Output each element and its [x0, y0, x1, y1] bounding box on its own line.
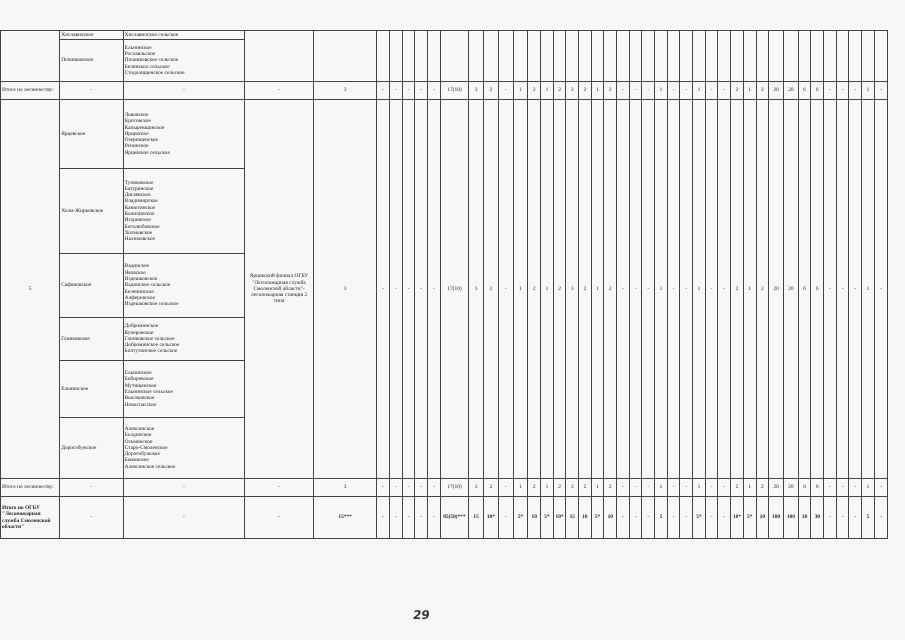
- settlement-name: Ярцевское: [124, 130, 149, 137]
- value-cell: 1: [655, 479, 668, 497]
- value-cell: 3: [469, 479, 484, 497]
- value-cell: 2: [528, 479, 541, 497]
- value-cell: 100: [769, 497, 784, 539]
- value-cell: 15: [469, 497, 484, 539]
- value-cell: 2: [528, 100, 541, 479]
- value-cell: 1: [862, 100, 875, 479]
- total-row: [1, 479, 888, 497]
- branch-cell: [245, 31, 314, 82]
- value-cell: 20: [769, 100, 784, 479]
- value-cell: -: [718, 497, 731, 539]
- settlement-name: Болтутинское сельское: [124, 348, 178, 355]
- settlement-name: Болдинское: [124, 432, 152, 439]
- table-row: [1, 31, 888, 40]
- value-cell: 1: [513, 100, 528, 479]
- value-cell: -: [874, 100, 887, 479]
- forestry-name: Хиславичское: [60, 31, 123, 40]
- settlement-name: Белинское сельское: [124, 63, 170, 70]
- value-cell: -: [836, 100, 849, 479]
- settlement-name: Рославльское: [124, 51, 156, 58]
- value-cell: 10*: [731, 497, 744, 539]
- value-cell: [390, 31, 403, 82]
- settlement-name: Бобиревское: [124, 376, 154, 383]
- value-cell: [743, 31, 756, 82]
- settlement-name: Яковское: [124, 269, 146, 276]
- value-cell: -: [617, 479, 630, 497]
- value-cell: 2: [484, 82, 499, 100]
- value-cell: 2: [553, 100, 566, 479]
- value-cell: -: [680, 82, 693, 100]
- value-cell: -: [498, 497, 513, 539]
- value-cell: [528, 31, 541, 82]
- settlement-name: Капыревщинское: [124, 124, 165, 131]
- settlement-name: Озерищенское: [124, 137, 158, 144]
- value-cell: -: [390, 497, 403, 539]
- settlement-name: Алферовское: [124, 294, 155, 301]
- value-cell: -: [428, 479, 441, 497]
- value-cell: 3: [469, 82, 484, 100]
- value-cell: 5*: [591, 497, 604, 539]
- value-cell: 5*: [513, 497, 528, 539]
- value-cell: [655, 31, 668, 82]
- value-cell: [591, 31, 604, 82]
- value-cell: 5*: [541, 497, 554, 539]
- value-cell: 2: [484, 479, 499, 497]
- value-cell: [862, 31, 875, 82]
- forestry-cell: -: [60, 82, 123, 100]
- value-cell: 1: [513, 82, 528, 100]
- value-cell: [440, 31, 469, 82]
- value-cell: 10: [604, 497, 617, 539]
- settlement-name: Беленинское: [124, 288, 154, 295]
- value-cell: 20: [783, 479, 798, 497]
- forestry-name: Ярцевское: [60, 100, 123, 169]
- value-cell: [642, 31, 655, 82]
- row-number-cell: 5: [1, 100, 60, 479]
- value-cell: [680, 31, 693, 82]
- value-cell: [824, 31, 837, 82]
- value-cell: [756, 31, 769, 82]
- value-cell: 1: [591, 82, 604, 100]
- value-cell: -: [390, 100, 403, 479]
- value-cell: -: [377, 82, 390, 100]
- value-cell: 5: [862, 497, 875, 539]
- value-cell: [629, 31, 642, 82]
- value-cell: 17(10): [440, 82, 469, 100]
- value-cell: -: [824, 479, 837, 497]
- value-cell: [617, 31, 630, 82]
- value-cell: -: [642, 479, 655, 497]
- settlement-name: Кучеровское: [124, 329, 154, 336]
- value-cell: -: [629, 100, 642, 479]
- value-cell: -: [642, 82, 655, 100]
- branch-cell: -: [245, 497, 314, 539]
- value-cell: 85(50)***: [440, 497, 469, 539]
- forestry-name: Глинковское: [60, 318, 123, 361]
- value-cell: -: [428, 497, 441, 539]
- value-cell: 2: [579, 82, 592, 100]
- value-cell: [769, 31, 784, 82]
- value-cell: -: [415, 497, 428, 539]
- settlement-name: Высоковское: [124, 395, 155, 402]
- settlement-name: Игоревское: [124, 217, 151, 224]
- settlement-name: Издешковское сельское: [124, 301, 179, 308]
- value-cell: 10*: [484, 497, 499, 539]
- value-cell: -: [617, 82, 630, 100]
- value-cell: -: [498, 82, 513, 100]
- value-cell: [874, 31, 887, 82]
- value-cell: 2: [579, 479, 592, 497]
- total-label: Итого по лесничеству:: [1, 82, 60, 100]
- value-cell: -: [415, 82, 428, 100]
- value-cell: 6: [798, 82, 811, 100]
- value-cell: 10: [579, 497, 592, 539]
- settlement-name: Алексинское: [124, 425, 155, 432]
- value-cell: -: [402, 479, 415, 497]
- value-cell: -: [667, 82, 680, 100]
- value-cell: -: [390, 479, 403, 497]
- value-cell: -: [667, 479, 680, 497]
- settlement-list: [123, 254, 245, 318]
- forestry-name: Починковское: [60, 40, 123, 82]
- value-cell: -: [705, 82, 718, 100]
- value-cell: 5*: [693, 497, 706, 539]
- forestry-name: Холм-Жирковское: [60, 169, 123, 254]
- value-cell: 2: [604, 100, 617, 479]
- value-cell: 2: [553, 479, 566, 497]
- total-row: [1, 82, 888, 100]
- value-cell: 1: [655, 82, 668, 100]
- value-cell: 100: [783, 497, 798, 539]
- value-cell: [849, 31, 862, 82]
- value-cell: -: [849, 100, 862, 479]
- value-cell: [553, 31, 566, 82]
- value-cell: -: [824, 82, 837, 100]
- value-cell: -: [824, 100, 837, 479]
- settlement-list: [123, 318, 245, 361]
- settlement-list: [123, 361, 245, 418]
- value-cell: [377, 31, 390, 82]
- value-cell: 20: [783, 82, 798, 100]
- settlement-name: Старо-Смоленское: [124, 444, 168, 451]
- forestry-name: Ельнинское: [60, 361, 123, 418]
- value-cell: -: [680, 100, 693, 479]
- value-cell: 17(10): [440, 100, 469, 479]
- blank-cell: [1, 31, 60, 82]
- settlement-list: [123, 169, 245, 254]
- settlement-name: Холмовское: [124, 229, 153, 236]
- value-cell: 6: [798, 479, 811, 497]
- value-cell: -: [629, 497, 642, 539]
- settlement-name: Дорогобужское: [124, 451, 160, 458]
- value-cell: -: [617, 100, 630, 479]
- settlement-name: Канютинское: [124, 204, 156, 211]
- value-cell: -: [377, 100, 390, 479]
- settlement-name: Репинское: [124, 143, 149, 150]
- count-cell: 3: [313, 100, 376, 479]
- value-cell: 1: [743, 82, 756, 100]
- value-cell: 1: [541, 479, 554, 497]
- count-cell: 15***: [313, 497, 376, 539]
- value-cell: [428, 31, 441, 82]
- value-cell: -: [849, 497, 862, 539]
- value-cell: 5: [655, 497, 668, 539]
- value-cell: 6: [798, 100, 811, 479]
- value-cell: [469, 31, 484, 82]
- forestry-cell: -: [60, 497, 123, 539]
- value-cell: 1: [743, 100, 756, 479]
- value-cell: -: [642, 100, 655, 479]
- count-cell: 3: [313, 82, 376, 100]
- value-cell: -: [705, 497, 718, 539]
- settlement-name: Быковское: [124, 457, 149, 464]
- value-cell: [718, 31, 731, 82]
- value-cell: 2: [756, 100, 769, 479]
- value-cell: 1: [862, 82, 875, 100]
- value-cell: 15: [566, 497, 579, 539]
- value-cell: -: [824, 497, 837, 539]
- settlement-cell: -: [123, 497, 245, 539]
- value-cell: -: [377, 479, 390, 497]
- branch-cell: -: [245, 82, 314, 100]
- value-cell: [811, 31, 824, 82]
- fire-station-register-table: [0, 30, 888, 539]
- value-cell: 5*: [743, 497, 756, 539]
- value-cell: 30: [811, 497, 824, 539]
- value-cell: -: [836, 82, 849, 100]
- settlement-name: Кротовское: [124, 118, 151, 125]
- settlement-cell: -: [123, 479, 245, 497]
- total-label: Итого по лесничеству:: [1, 479, 60, 497]
- value-cell: -: [402, 497, 415, 539]
- value-cell: [541, 31, 554, 82]
- value-cell: 2: [484, 100, 499, 479]
- settlement-name: Осьминское: [124, 438, 153, 445]
- value-cell: 2: [528, 82, 541, 100]
- settlement-list: [123, 418, 245, 479]
- value-cell: 17(10): [440, 479, 469, 497]
- value-cell: [693, 31, 706, 82]
- value-cell: [566, 31, 579, 82]
- settlement-name: Тупиковское: [124, 179, 154, 186]
- value-cell: [579, 31, 592, 82]
- value-cell: 2: [731, 479, 744, 497]
- value-cell: 2: [579, 100, 592, 479]
- settlement-name: Ельнинское: [124, 370, 152, 377]
- value-cell: [513, 31, 528, 82]
- value-cell: -: [428, 100, 441, 479]
- value-cell: [798, 31, 811, 82]
- value-cell: -: [415, 479, 428, 497]
- settlement-name: Доброминское сельское: [124, 342, 180, 349]
- value-cell: -: [680, 497, 693, 539]
- value-cell: 3: [469, 100, 484, 479]
- value-cell: [484, 31, 499, 82]
- grand-total-row: [1, 497, 888, 539]
- settlement-name: Новоспасское: [124, 401, 157, 408]
- value-cell: -: [617, 497, 630, 539]
- value-cell: -: [498, 100, 513, 479]
- value-cell: 2: [604, 479, 617, 497]
- value-cell: 10: [756, 497, 769, 539]
- value-cell: 20: [769, 82, 784, 100]
- settlement-name: Ельнинское: [124, 44, 152, 51]
- value-cell: 1: [513, 479, 528, 497]
- value-cell: -: [849, 479, 862, 497]
- settlement-name: Починковское сельское: [124, 57, 179, 64]
- value-cell: 3: [566, 100, 579, 479]
- value-cell: 20: [783, 100, 798, 479]
- value-cell: 1: [693, 82, 706, 100]
- value-cell: [705, 31, 718, 82]
- value-cell: 1: [591, 479, 604, 497]
- settlement-name: Владимирское: [124, 198, 158, 205]
- settlement-name: Глинковское сельское: [124, 335, 175, 342]
- page-number: 29: [412, 608, 431, 622]
- forestry-name: Дорогобужское: [60, 418, 123, 479]
- settlement-name: Вадинское сельское: [124, 282, 171, 289]
- value-cell: 1: [541, 82, 554, 100]
- total-label: Итого по ОГБУ "Лесопожарная служба Смоленской области": [1, 497, 60, 539]
- value-cell: 3: [566, 82, 579, 100]
- settlement-cell: Хиславичское сельское: [123, 31, 245, 40]
- value-cell: -: [718, 82, 731, 100]
- value-cell: 2: [756, 479, 769, 497]
- value-cell: -: [402, 100, 415, 479]
- branch-cell: -: [245, 479, 314, 497]
- value-cell: -: [667, 497, 680, 539]
- value-cell: 1: [591, 100, 604, 479]
- value-cell: -: [428, 82, 441, 100]
- settlement-name: Доброминское: [124, 323, 159, 330]
- value-cell: -: [629, 82, 642, 100]
- value-cell: -: [415, 100, 428, 479]
- branch-cell: Ярцевский филиал ОГБУ "Лесопожарная служба Смоленской области"- лесопожарная станция 2 типа: [245, 100, 314, 479]
- value-cell: [604, 31, 617, 82]
- value-cell: 1: [541, 100, 554, 479]
- value-cell: -: [718, 479, 731, 497]
- value-cell: -: [402, 82, 415, 100]
- settlement-name: Ельнинское сельское: [124, 389, 173, 395]
- forestry-cell: -: [60, 479, 123, 497]
- value-cell: [402, 31, 415, 82]
- value-cell: -: [836, 497, 849, 539]
- value-cell: 10*: [553, 497, 566, 539]
- value-cell: 6: [811, 100, 824, 479]
- value-cell: [731, 31, 744, 82]
- value-cell: -: [680, 479, 693, 497]
- value-cell: -: [718, 100, 731, 479]
- value-cell: -: [642, 497, 655, 539]
- value-cell: 2: [553, 82, 566, 100]
- value-cell: 2: [604, 82, 617, 100]
- settlement-name: Боголюбовское: [124, 223, 160, 230]
- value-cell: -: [705, 100, 718, 479]
- value-cell: -: [390, 82, 403, 100]
- value-cell: -: [667, 100, 680, 479]
- count-cell: [313, 31, 376, 82]
- value-cell: -: [705, 479, 718, 497]
- settlement-list: [123, 100, 245, 169]
- value-cell: 1: [743, 479, 756, 497]
- value-cell: -: [849, 82, 862, 100]
- value-cell: 1: [693, 100, 706, 479]
- settlement-name: Львовское: [124, 111, 149, 118]
- value-cell: 2: [756, 82, 769, 100]
- forestry-name: Сафоновское: [60, 254, 123, 318]
- value-cell: -: [377, 497, 390, 539]
- value-cell: 2: [731, 82, 744, 100]
- value-cell: 30: [798, 497, 811, 539]
- value-cell: 1: [862, 479, 875, 497]
- value-cell: 10: [528, 497, 541, 539]
- value-cell: -: [836, 479, 849, 497]
- settlement-name: Нахимовское: [124, 236, 156, 243]
- settlement-name: Издешковское: [124, 276, 158, 283]
- value-cell: -: [874, 82, 887, 100]
- value-cell: 6: [811, 82, 824, 100]
- value-cell: 6: [811, 479, 824, 497]
- settlement-name: Ярцевское сельское: [124, 149, 170, 156]
- settlement-name: Алексинское сельское: [124, 463, 176, 470]
- value-cell: 2: [731, 100, 744, 479]
- value-cell: 20: [769, 479, 784, 497]
- settlement-name: Дигаевское: [124, 192, 151, 199]
- value-cell: -: [874, 479, 887, 497]
- settlement-name: Вадинское: [124, 263, 150, 270]
- value-cell: -: [629, 479, 642, 497]
- value-cell: [415, 31, 428, 82]
- value-cell: 1: [655, 100, 668, 479]
- value-cell: [783, 31, 798, 82]
- count-cell: 3: [313, 479, 376, 497]
- value-cell: [836, 31, 849, 82]
- forestry-group-row: [1, 100, 888, 169]
- settlement-list: [123, 40, 245, 82]
- value-cell: -: [874, 497, 887, 539]
- settlement-name: Количинское: [124, 211, 155, 217]
- settlement-name: Стодолищенское сельское: [124, 69, 185, 76]
- value-cell: 1: [693, 479, 706, 497]
- settlement-cell: -: [123, 82, 245, 100]
- settlement-name: Мутищенское: [124, 382, 157, 389]
- settlement-name: Батуринское: [124, 185, 154, 192]
- value-cell: -: [498, 479, 513, 497]
- value-cell: [667, 31, 680, 82]
- value-cell: [498, 31, 513, 82]
- value-cell: 3: [566, 479, 579, 497]
